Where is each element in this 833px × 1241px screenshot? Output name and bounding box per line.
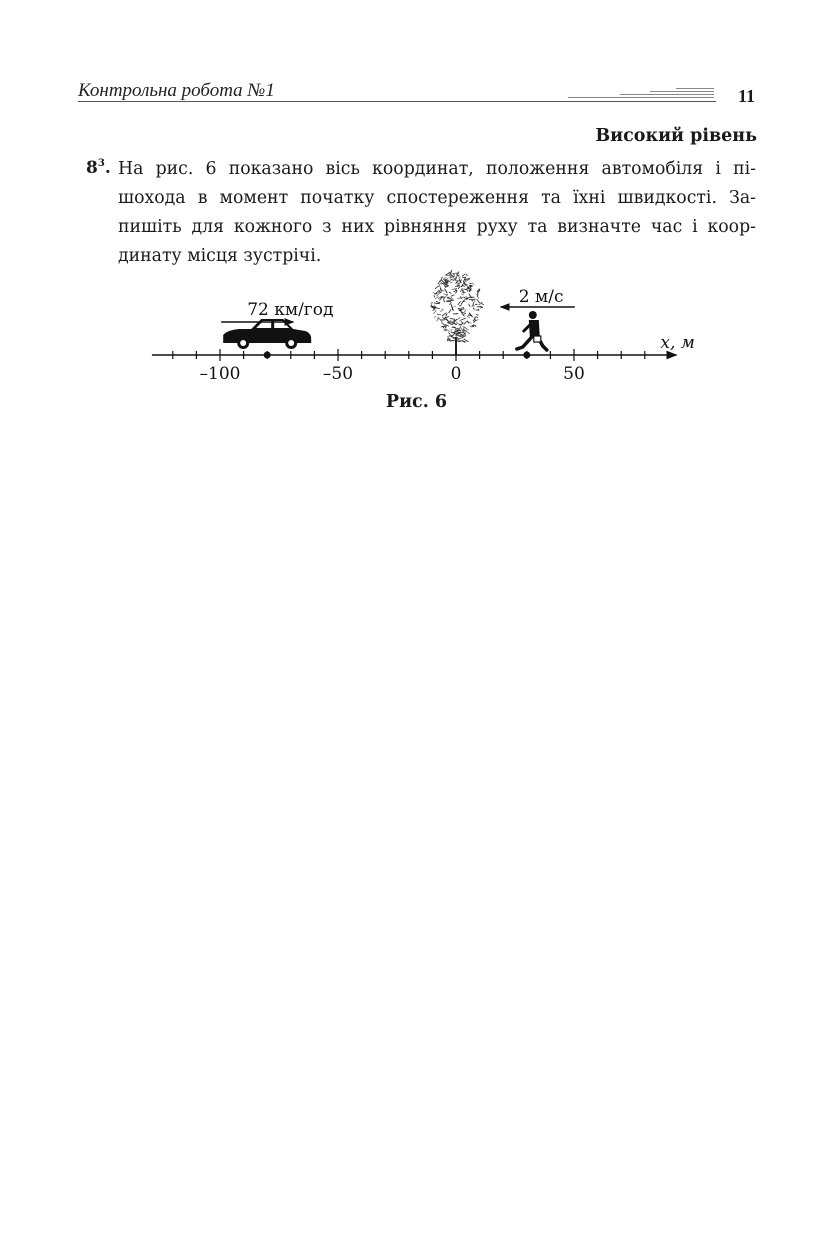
tree-needle <box>449 332 450 333</box>
axis-tick-label: –100 <box>199 364 241 384</box>
tree-needle <box>441 323 445 326</box>
axis-tick-label: 50 <box>563 364 585 384</box>
tree-needle <box>442 308 444 310</box>
tree-needle <box>473 308 474 310</box>
task-number <box>86 158 111 178</box>
tree-needle <box>466 296 467 298</box>
tree-needle <box>461 318 465 320</box>
car-velocity-label: 72 км/год <box>247 300 334 320</box>
tree-needle <box>481 304 483 305</box>
tree-needle <box>437 319 439 321</box>
tree-needle <box>451 295 455 297</box>
tree-needle <box>472 283 474 285</box>
tree-needle <box>465 321 467 323</box>
tree-needle <box>464 310 466 313</box>
tree-needle <box>478 309 479 311</box>
tree-needle <box>437 314 439 316</box>
tree-needle <box>462 274 465 276</box>
tree-needle <box>436 301 440 302</box>
tree-needle <box>462 297 464 298</box>
task-text: На рис. 6 показано вісь координат, положення автомобіля і пішохода в момент початку спостереження та їхні швидкості. Запишіть для кожного з них рівняння руху та визначте час і координату місця зустрічі. <box>118 159 756 266</box>
header-rule <box>78 101 716 102</box>
tree-needle <box>449 309 452 313</box>
tree-needle <box>451 323 455 324</box>
tree-needle <box>435 286 439 289</box>
tree-needle <box>447 330 449 332</box>
tree-needle <box>439 298 442 300</box>
tree-needle <box>458 301 461 305</box>
tree-icon <box>431 270 484 355</box>
tree-needle <box>440 292 442 293</box>
tree-needle <box>466 331 470 334</box>
tree-needle <box>434 316 436 317</box>
tree-needle <box>477 294 478 296</box>
axis-tick-labels <box>200 364 585 384</box>
tree-needle <box>443 299 445 302</box>
axis-label <box>660 333 695 353</box>
tree-needle <box>434 295 435 297</box>
pedestrian-velocity-label: 2 м/с <box>518 287 564 307</box>
task-number-suffix: . <box>104 158 111 178</box>
walking-person-icon <box>517 311 547 350</box>
car-icon <box>223 319 311 349</box>
pedestrian-head <box>529 311 537 319</box>
tree-needle <box>450 319 454 320</box>
pedestrian-leg-back <box>517 337 532 349</box>
tree-needle <box>480 303 483 304</box>
tree-needle <box>450 282 452 283</box>
tree-needle <box>433 310 436 313</box>
tree-needle <box>470 326 472 328</box>
section-heading: Високий рівень <box>595 126 757 146</box>
pedestrian-position-dot <box>523 352 530 359</box>
tree-needle <box>451 275 454 277</box>
tree-needle <box>445 329 447 330</box>
tree-needle <box>455 288 456 290</box>
tree-needle <box>444 277 446 278</box>
running-title: Контрольна робота №1 <box>78 80 275 101</box>
axis-ticks <box>173 349 645 361</box>
task-number-value: 8 <box>86 158 98 178</box>
tree-needle <box>466 274 468 275</box>
figure-caption: Рис. 6 <box>385 392 448 412</box>
tree-needle <box>464 313 466 314</box>
tree-needle <box>449 292 451 294</box>
tree-needle <box>460 320 462 321</box>
tree-needle <box>461 304 462 306</box>
tree-needle <box>461 332 463 333</box>
tree-needle <box>446 301 451 302</box>
tree-needle <box>468 315 473 316</box>
tree-needle <box>477 299 480 303</box>
tree-needle <box>473 299 476 300</box>
tree-needle <box>476 317 478 318</box>
page-number: 11 <box>738 86 756 106</box>
tree-needle <box>440 310 442 311</box>
tree-needle <box>439 290 444 291</box>
tree-needle <box>460 308 462 309</box>
tree-needle <box>478 304 480 305</box>
tree-needle <box>434 303 440 304</box>
tree-needle <box>464 322 465 325</box>
tree-needle <box>468 290 471 291</box>
tree-needle <box>467 321 468 324</box>
tree-needle <box>454 306 456 307</box>
tree-needle <box>435 296 438 298</box>
tree-needle <box>476 315 479 316</box>
figure-6 <box>0 260 833 390</box>
tree-needle <box>450 330 452 331</box>
axis-tick-label: –50 <box>322 364 354 384</box>
tree-needle <box>445 314 447 317</box>
tree-needle <box>467 316 469 317</box>
tree-needle <box>461 322 463 324</box>
pedestrian-bag <box>534 336 541 342</box>
car-position-dot <box>264 352 271 359</box>
tree-needle <box>458 286 460 287</box>
axis-label-text: x, м <box>660 333 695 353</box>
tree-needle <box>439 318 443 322</box>
task-level-mark: 3 <box>97 158 105 169</box>
axis-tick-label: 0 <box>450 364 462 384</box>
tree-needle <box>462 294 464 295</box>
tree-needle <box>456 281 458 283</box>
tree-needle <box>468 304 470 307</box>
tree-needle <box>452 288 456 290</box>
tree-needle <box>451 340 455 341</box>
